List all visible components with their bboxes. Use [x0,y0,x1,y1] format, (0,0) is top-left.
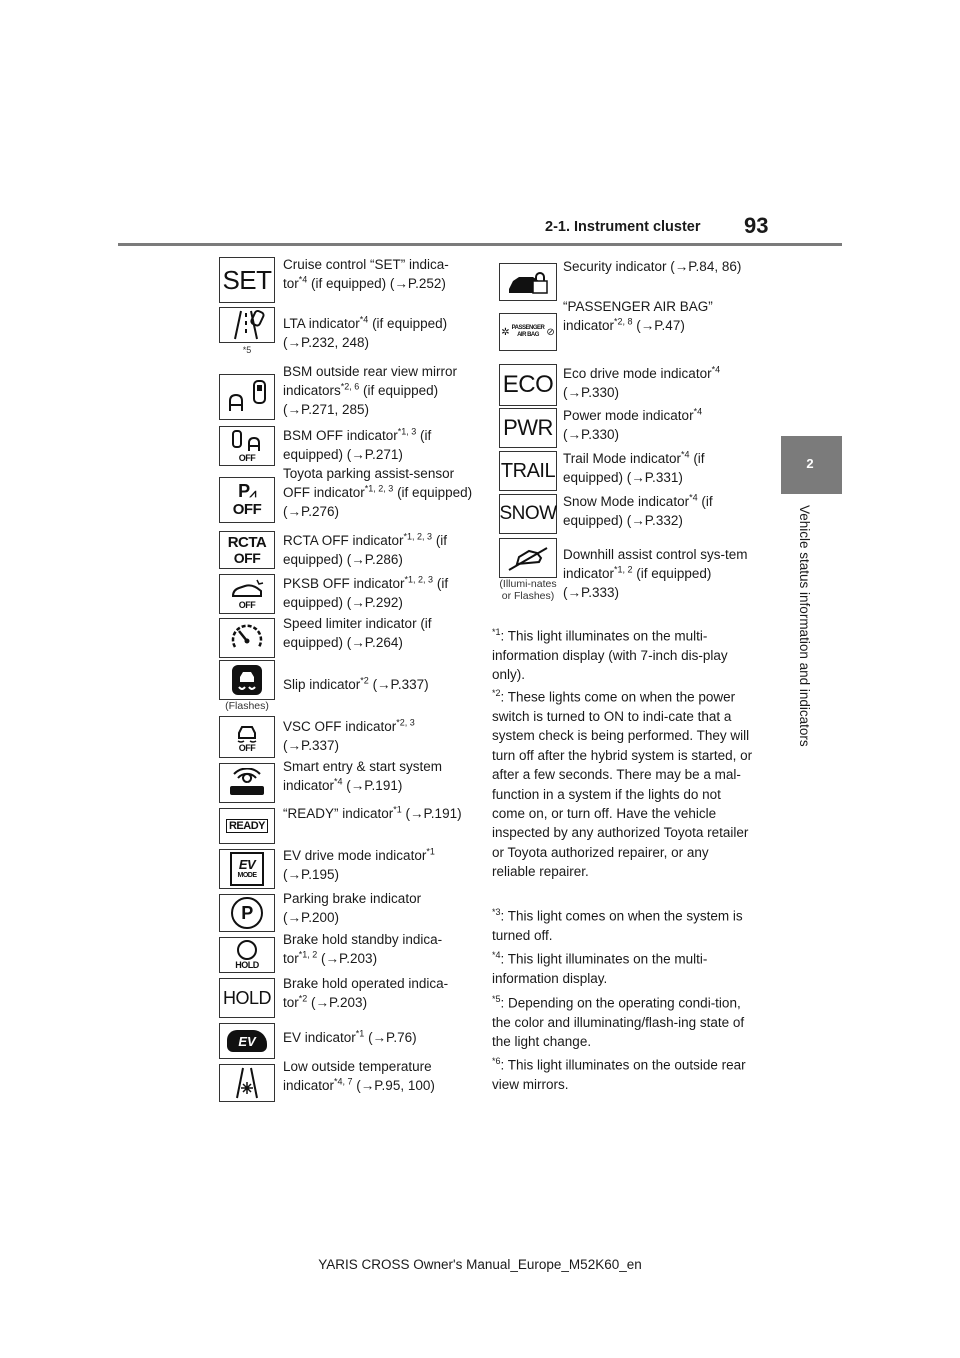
desc-brake-hold-operated: Brake hold operated indica-tor$^{*2}$ (→P.203) [283,976,449,1010]
footnote-6: $^{*6}$: This light illuminates on the outside rear view mirrors. [492,1056,746,1092]
chapter-title: Vehicle status information and indicators [797,505,812,747]
desc-pwr: Power mode indicator$^{*4}$ (→P.330) [563,406,703,442]
footnote-5: $^{*5}$: Depending on the operating condi-tion, the color and illuminating/flash-ing state of the light change. [492,994,745,1050]
ev-mode-icon: EV MODE [219,849,275,889]
desc-parking-assist-off: Toyota parking assist-sensor OFF indicator$^{*1, 2, 3}$ (if equipped) (→P.276) [283,466,473,519]
page-number: 93 [744,213,769,238]
vsc-off-icon: OFF [219,716,275,758]
eco-icon: ECO [499,364,557,406]
desc-parking-brake: Parking brake indicator (→P.200) [283,891,422,925]
ev-icon: EV [219,1023,275,1059]
desc-ev: EV indicator$^{*1}$ (→P.76) [283,1028,417,1045]
footer: YARIS CROSS Owner's Manual_Europe_M52K60_en [318,1257,642,1272]
desc-bsm-off: BSM OFF indicator$^{*1, 3}$ (if equipped) (→P.271) [283,426,432,462]
pwr-icon: PWR [499,408,557,448]
desc-low-temp: Low outside temperature indicator$^{*4, 7}$ (→P.95, 100) [283,1059,435,1093]
desc-brake-hold-standby: Brake hold standby indica-tor$^{*1, 2}$ (→P.203) [283,932,443,966]
desc-speed-limiter: Speed limiter indicator (if equipped) (→P.264) [283,616,432,650]
brake-hold-operated-icon: HOLD [219,978,275,1018]
lta-caption: *5 [242,345,252,355]
slip-caption: (Flashes) [225,700,269,712]
downhill-caption: (Illumi-nates or Flashes) [499,578,557,602]
footnote-1: $^{*1}$: This light illuminates on the multi-information display (with 7-inch dis-play only). [492,627,728,683]
desc-ready: “READY” indicator$^{*1}$ (→P.191) [283,804,462,821]
desc-slip: Slip indicator$^{*2}$ (→P.337) [283,675,429,692]
downhill-assist-icon [499,538,557,578]
section-title: 2-1. Instrument cluster [545,219,701,235]
footnote-4: $^{*4}$: This light illuminates on the multi-information display. [492,950,708,986]
desc-rcta-off: RCTA OFF indicator$^{*1, 2, 3}$ (if equipped) (→P.286) [283,531,448,567]
brake-hold-standby-icon: HOLD [219,937,275,973]
desc-lta: LTA indicator$^{*4}$ (if equipped) (→P.232, 248) [283,314,448,350]
desc-ev-mode: EV drive mode indicator$^{*1}$ (→P.195) [283,846,435,882]
set-icon: SET [219,257,275,303]
bsm-off-icon: OFF [219,426,275,466]
desc-eco: Eco drive mode indicator$^{*4}$ (→P.330) [563,364,721,400]
footnote-2: $^{*2}$: These lights come on when the power switch is turned to ON to indi-cate that a system check is being performed. They will turn off after the hybrid system is started, or after a few seconds. There may be a mal-function in a system if the lights do not come on, or turn off. Have the vehicle inspected by any authorized Toyota retailer or Toyota authorized repairer, or any reliable repairer. [492,688,753,880]
parking-assist-off-icon: P⩘ OFF [219,477,275,523]
desc-cruise-set: Cruise control “SET” indica-tor$^{*4}$ (if equipped) (→P.252) [283,257,449,291]
desc-smart-entry: Smart entry & start system indicator$^{*4}$ (→P.191) [283,759,443,793]
desc-security: Security indicator (→P.84, 86) [563,259,742,274]
desc-snow: Snow Mode indicator$^{*4}$ (if equipped) (→P.332) [563,492,713,528]
desc-downhill: Downhill assist control sys-tem indicator$^{*1, 2}$ (if equipped) (→P.333) [563,547,748,600]
snow-icon: SNOW [499,494,557,534]
smart-entry-icon [219,763,275,803]
speed-limiter-icon [219,618,275,658]
bsm-mirror-icon [219,374,275,420]
desc-vsc-off: VSC OFF indicator$^{*2, 3}$ (→P.337) [283,717,415,753]
pksb-off-icon: OFF [219,574,275,614]
desc-bsm-mirror: BSM outside rear view mirror indicators$^{*2, 6}$ (if equipped) (→P.271, 285) [283,364,458,417]
chapter-number: 2 [806,456,814,471]
header-rule [118,243,842,246]
parking-brake-icon: P [219,894,275,932]
lta-icon [219,307,275,343]
trail-icon: TRAIL [499,451,557,491]
security-icon [499,263,557,301]
rcta-off-icon: RCTA OFF [219,531,275,569]
desc-pksb-off: PKSB OFF indicator$^{*1, 2, 3}$ (if equipped) (→P.292) [283,574,449,610]
desc-trail: Trail Mode indicator$^{*4}$ (if equipped) (→P.331) [563,449,705,485]
passenger-airbag-icon: ✲ PASSENGER AIR BAG ⊘ [499,313,557,351]
slip-icon [219,660,275,700]
ready-icon: READY [219,808,275,844]
low-temp-icon [219,1064,275,1102]
footnote-3: $^{*3}$: This light comes on when the system is turned off. [492,907,743,943]
desc-passenger-airbag: “PASSENGER AIR BAG” indicator$^{*2, 8}$ (→P.47) [563,299,713,333]
